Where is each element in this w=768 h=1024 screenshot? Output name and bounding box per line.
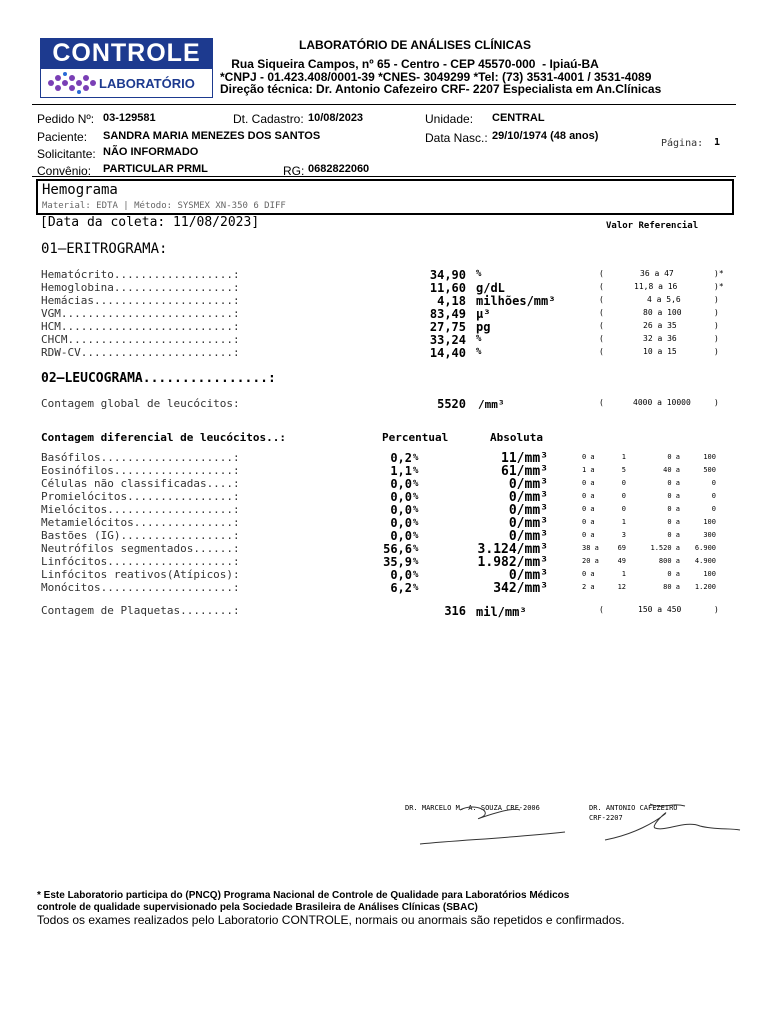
platelet-row: Contagem de Plaquetas........: 316 mil/mm³ ( 150 a 450 ): [41, 604, 719, 619]
table-row: CHCM.........................: 33,24 % ( 32 a 36 ): [41, 333, 719, 347]
eritrograma-heading: 01–ERITROGRAMA:: [41, 241, 168, 257]
leucograma-heading: 02–LEUCOGRAMA................:: [41, 371, 276, 386]
solicitante-value: NÃO INFORMADO: [103, 146, 199, 158]
footer-confirm: Todos os exames realizados pelo Laboratorio CONTROLE, normais ou anormais são repetidos e confirmados.: [37, 913, 625, 927]
rg-value: 0682822060: [308, 163, 370, 175]
paciente-label: Paciente:: [37, 130, 88, 144]
table-row: Bastões (IG).................: 0,0 % 0/mm³ 0 a 3 0 a 300: [41, 529, 716, 544]
pagina-label: Página:: [661, 138, 704, 149]
cadastro-label: Dt. Cadastro:: [233, 112, 304, 126]
table-row: Promielócitos................: 0,0 % 0/mm³ 0 a 0 0 a 0: [41, 490, 716, 505]
lab-logo: [40, 38, 213, 98]
lab-ids: *CNPJ - 01.423.408/0001-39 *CNES- 3049299 *Tel: (73) 3531-4001 / 3531-4089: [220, 70, 652, 84]
table-row: RDW-CV.......................: 14,40 % ( 10 a 15 ): [41, 346, 719, 360]
table-row: Células não classificadas....: 0,0 % 0/mm³ 0 a 0 0 a 0: [41, 477, 716, 492]
solicitante-label: Solicitante:: [37, 147, 96, 161]
nasc-value: 29/10/1974 (48 anos): [492, 130, 599, 142]
table-row: Metamielócitos...............: 0,0 % 0/mm³ 0 a 1 0 a 100: [41, 516, 716, 531]
unidade-label: Unidade:: [425, 112, 474, 126]
pedido-value: 03-129581: [103, 112, 156, 124]
col-absolute: Absoluta: [490, 431, 543, 444]
table-row: Eosinófilos..................: 1,1 % 61/mm³ 1 a 5 40 a 500: [41, 464, 716, 479]
table-row: Linfócitos...................: 35,9 % 1.982/mm³ 20 a 49 800 a 4.900: [41, 555, 716, 570]
paciente-value: SANDRA MARIA MENEZES DOS SANTOS: [103, 130, 321, 142]
table-row: Monócitos....................: 6,2 % 342/mm³ 2 a 12 80 a 1.200: [41, 581, 716, 596]
coleta-date: [Data da coleta: 11/08/2023]: [40, 215, 260, 230]
footer-sbac: controle de qualidade supervisionado pela Sociedade Brasileira de Análises Clínicas (SBAC): [37, 902, 478, 913]
unidade-value: CENTRAL: [492, 112, 545, 124]
molecules-icon: [45, 71, 97, 95]
rg-label: RG:: [283, 164, 305, 178]
exam-title: Hemograma: [42, 182, 118, 198]
table-row: Basófilos....................: 0,2 % 11/mm³ 0 a 1 0 a 100: [41, 451, 716, 466]
lab-title: LABORATÓRIO DE ANÁLISES CLÍNICAS: [298, 38, 531, 52]
pagina-value: 1: [714, 137, 721, 148]
signature-left-name: DR. MARCELO M. A. SOUZA CRF-2006: [405, 804, 540, 812]
table-row: Linfócitos reativos(Atípicos): 0,0 % 0/mm³ 0 a 1 0 a 100: [41, 568, 716, 583]
logo-subtitle: LABORATÓRIO: [99, 76, 195, 91]
table-row: Mielócitos...................: 0,0 % 0/mm³ 0 a 0 0 a 0: [41, 503, 716, 518]
table-row: Hematócrito..................: 34,90 % ( 36 a 47 )*: [41, 268, 724, 282]
cadastro-value: 10/08/2023: [308, 112, 364, 124]
divider: [32, 104, 736, 105]
col-percent: Percentual: [382, 431, 449, 444]
ref-header: Valor Referencial: [606, 221, 699, 231]
table-row: Neutrófilos segmentados......: 56,6 % 3.124/mm³ 38 a 69 1.520 a 6.900: [41, 542, 716, 557]
table-row: Hemoglobina..................: 11,60 g/dL ( 11,8 a 16 )*: [41, 281, 724, 295]
table-row: HCM..........................: 27,75 pg ( 26 a 35 ): [41, 320, 719, 334]
lab-director: Direção técnica: Dr. Antonio Cafezeiro CRF- 2207 Especialista em An.Clínicas: [220, 82, 662, 96]
table-row: Hemácias.....................: 4,18 milhões/mm³ ( 4 a 5,6 ): [41, 294, 719, 308]
convenio-value: PARTICULAR PRML: [103, 163, 208, 175]
divider: [32, 176, 736, 177]
signature-right-crf: CRF-2207: [589, 814, 623, 822]
convenio-label: Convênio:: [37, 164, 92, 178]
exam-material: Material: EDTA | Método: SYSMEX XN-350 6 DIFF: [42, 201, 286, 211]
table-row: VGM..........................: 83,49 µ³ ( 80 a 100 ): [41, 307, 719, 321]
signature-right-name: DR. ANTONIO CAFEZEIRO: [589, 804, 678, 812]
handwritten-signature: [400, 800, 750, 850]
nasc-label: Data Nasc.:: [425, 131, 488, 145]
exam-header-box: [36, 179, 734, 215]
footer-pncq: * Este Laboratorio participa do (PNCQ) Programa Nacional de Controle de Qualidade para Laboratórios Médicos: [37, 890, 570, 901]
pedido-label: Pedido Nº:: [37, 112, 95, 126]
diff-heading: Contagem diferencial de leucócitos..:: [41, 431, 287, 444]
global-leukocyte-row: Contagem global de leucócitos: 5520 /mm³ ( 4000 a 10000 ): [41, 397, 719, 411]
logo-name: CONTROLE: [40, 38, 213, 68]
lab-address: Rua Siqueira Campos, nº 65 - Centro - CEP 45570-000 - Ipiaú-BA: [231, 57, 599, 71]
